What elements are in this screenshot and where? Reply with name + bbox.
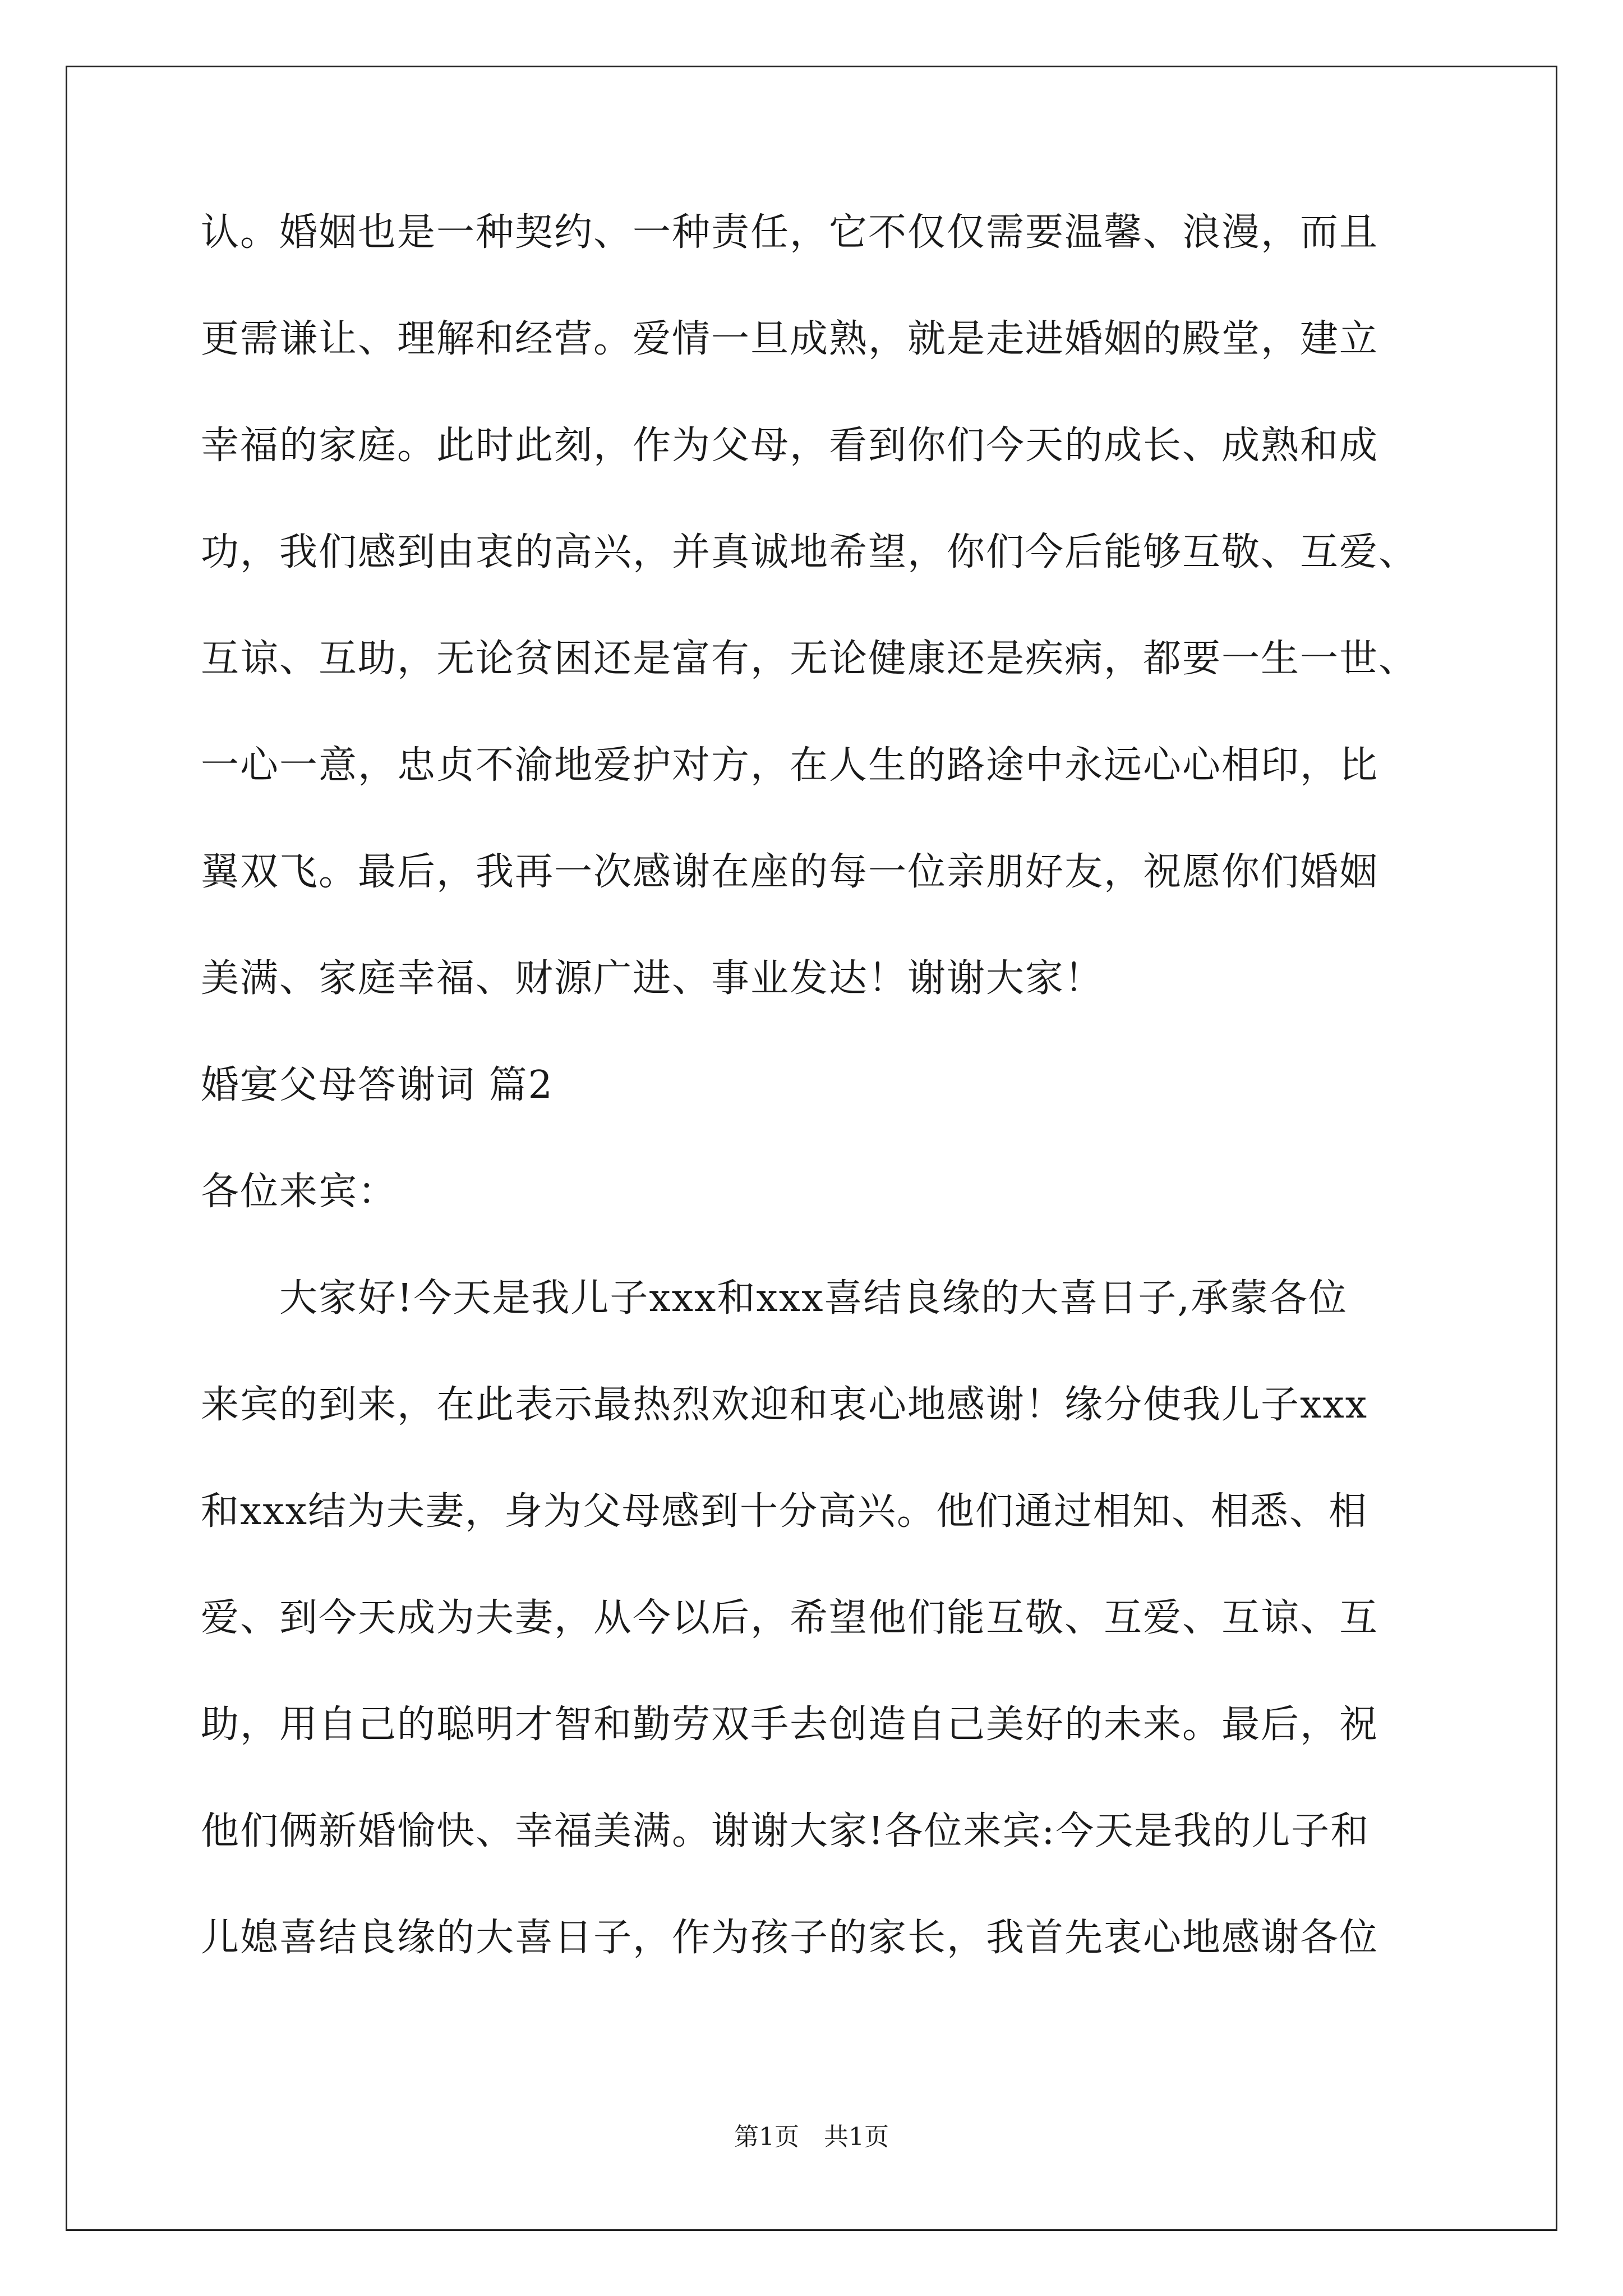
text-line: 爱、到今天成为夫妻，从今以后，希望他们能互敬、互爱、互谅、互 — [201, 1596, 1379, 1640]
section-heading: 婚宴父母答谢词 篇2 — [201, 1063, 554, 1107]
page-number: 第1页 共1页 — [734, 2123, 889, 2151]
text-line: 互谅、互助，无论贫困还是富有，无论健康还是疾病，都要一生一世、 — [201, 637, 1418, 681]
text-line: 来宾的到来，在此表示最热烈欢迎和衷心地感谢！缘分使我儿子xxx — [201, 1383, 1368, 1427]
text-line: 认。婚姻也是一种契约、一种责任，它不仅仅需要温馨、浪漫，而且 — [201, 210, 1379, 255]
text-line: 幸福的家庭。此时此刻，作为父母，看到你们今天的成长、成熟和成 — [201, 424, 1379, 468]
text-line: 美满、家庭幸福、财源广进、事业发达！谢谢大家！ — [201, 956, 1104, 1001]
text-line: 翼双飞。最后，我再一次感谢在座的每一位亲朋好友，祝愿你们婚姻 — [201, 850, 1379, 894]
text-line: 他们俩新婚愉快、幸福美满。谢谢大家!各位来宾:今天是我的儿子和 — [201, 1809, 1370, 1853]
text-line: 儿媳喜结良缘的大喜日子，作为孩子的家长，我首先衷心地感谢各位 — [201, 1916, 1379, 1960]
text-line: 一心一意，忠贞不渝地爱护对方，在人生的路途中永远心心相印，比 — [201, 743, 1379, 788]
page-border — [66, 66, 1557, 2231]
salutation: 各位来宾： — [201, 1170, 398, 1214]
text-line: 更需谦让、理解和经营。爱情一旦成熟，就是走进婚姻的殿堂，建立 — [201, 317, 1379, 361]
text-line: 和xxx结为夫妻，身为父母感到十分高兴。他们通过相知、相悉、相 — [201, 1489, 1368, 1534]
text-line: 大家好!今天是我儿子xxx和xxx喜结良缘的大喜日子,承蒙各位 — [201, 1276, 1348, 1320]
text-line: 助，用自己的聪明才智和勤劳双手去创造自己美好的未来。最后，祝 — [201, 1703, 1379, 1747]
text-line: 功，我们感到由衷的高兴，并真诚地希望，你们今后能够互敬、互爱、 — [201, 530, 1418, 574]
